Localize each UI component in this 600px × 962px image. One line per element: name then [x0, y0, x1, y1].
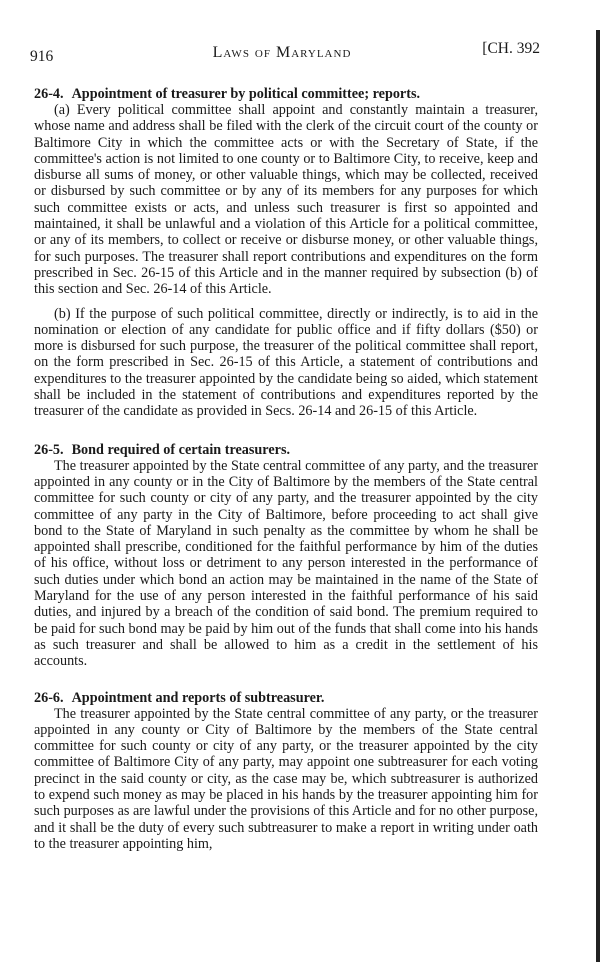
running-head — [30, 40, 540, 66]
paragraph-a: (a) Every political committee shall appoint and constantly maintain a treasurer, whose name and address shall be filed with the clerk of the circuit court of the county or Baltimore City in which the committee acts or with the Secretary of State, if the committee's action is not limited to one county or to Baltimore City, to receive, keep and disburse all sums of money, or other valuable things, which may be collected, received or disbursed by such committee or by any of its members for any purposes for which such committee exists or acts, and unless such treasurer is first so appointed and maintained, it shall be unlawful and a violation of this Article for a political committee, or any of its members, to collect or receive or disburse money, or other valuable things, for such purposes. The treasurer shall report contributions and expenditures on the form prescribed in Sec. 26-15 of this Article and in the manner required by subsection (b) of this section and Sec. 26-14 of this Article. — [34, 102, 538, 298]
section-heading — [34, 442, 526, 458]
paragraph: The treasurer appointed by the State central committee of any party, or the treasurer appointed in any county or City of Baltimore by the members of the State central committee for such county or city of any party, or the treasurer appointed by the city committee of Baltimore City of any party, may appoint one subtreasurer for each voting precinct in the said county or city, as the case may be, which subtreasurer is authorized to expend such money as may be placed in his hands by the treasurer appointing him for such purposes as are lawful under the provisions of this Article and for no other purpose, and it shall be the duty of every such subtreasurer to make a report in writing under oath to the treasurer appointing him, — [34, 705, 538, 852]
paragraph: The treasurer appointed by the State central committee of any party, and the treasurer appointed in any county or in the City of Baltimore by the members of the State central committee for such county or city of any party, and the treasurer appointed by the city committee of any party in the City of Baltimore, before proceeding to act shall give bond to the State of Maryland in such penalty as the committee by whom he shall be appointed shall prescribe, conditioned for the faithful performance by him of the duties of his office, without loss or detriment to any person interested in the performance of such duties under which bond an action may be maintained in the name of the State of Maryland for the use of any person interested in the faithful performance of his said duties, and injured by a breach of the condition of said bond. The premium required to be paid for such bond may be paid by him out of the funds that shall come into his hands as such treasurer and shall be allowed to him as a credit in the settlement of his accounts. — [34, 457, 538, 670]
section-26-5 — [34, 441, 538, 670]
section-heading — [34, 86, 526, 102]
section-heading — [34, 690, 526, 706]
section-title: Bond required of certain treasurers. — [71, 441, 291, 458]
document-page — [30, 40, 540, 852]
paragraph-b: (b) If the purpose of such political committee, directly or indirectly, is to aid in the nomination or election of any candidate for public office and if fifty dollars ($50) or more is disbursed for such purpose, the treasurer of the political committee shall report, on the form prescribed in Sec. 26-15 of this Article, a statement of contributions and expenditures to the treasurer appointed by the candidate being so aided, which statement shall be included in the statement of contributions and expenditures reported by the treasurer of the candidate as provided in Secs. 26-14 and 26-15 of this Article. — [34, 305, 538, 420]
section-26-4 — [34, 86, 538, 420]
section-title: Appointment of treasurer by political committee; reports. — [71, 86, 421, 102]
chapter-label: [CH. 392 — [482, 40, 540, 57]
page-number: 916 — [30, 48, 54, 65]
section-number: 26-5. — [34, 441, 64, 458]
section-number: 26-6. — [34, 689, 64, 706]
section-26-6 — [34, 689, 538, 853]
section-number: 26-4. — [34, 86, 64, 102]
section-title: Appointment and reports of subtreasurer. — [71, 689, 325, 706]
page-title: Laws of Maryland — [212, 44, 352, 61]
scan-edge — [596, 30, 600, 962]
